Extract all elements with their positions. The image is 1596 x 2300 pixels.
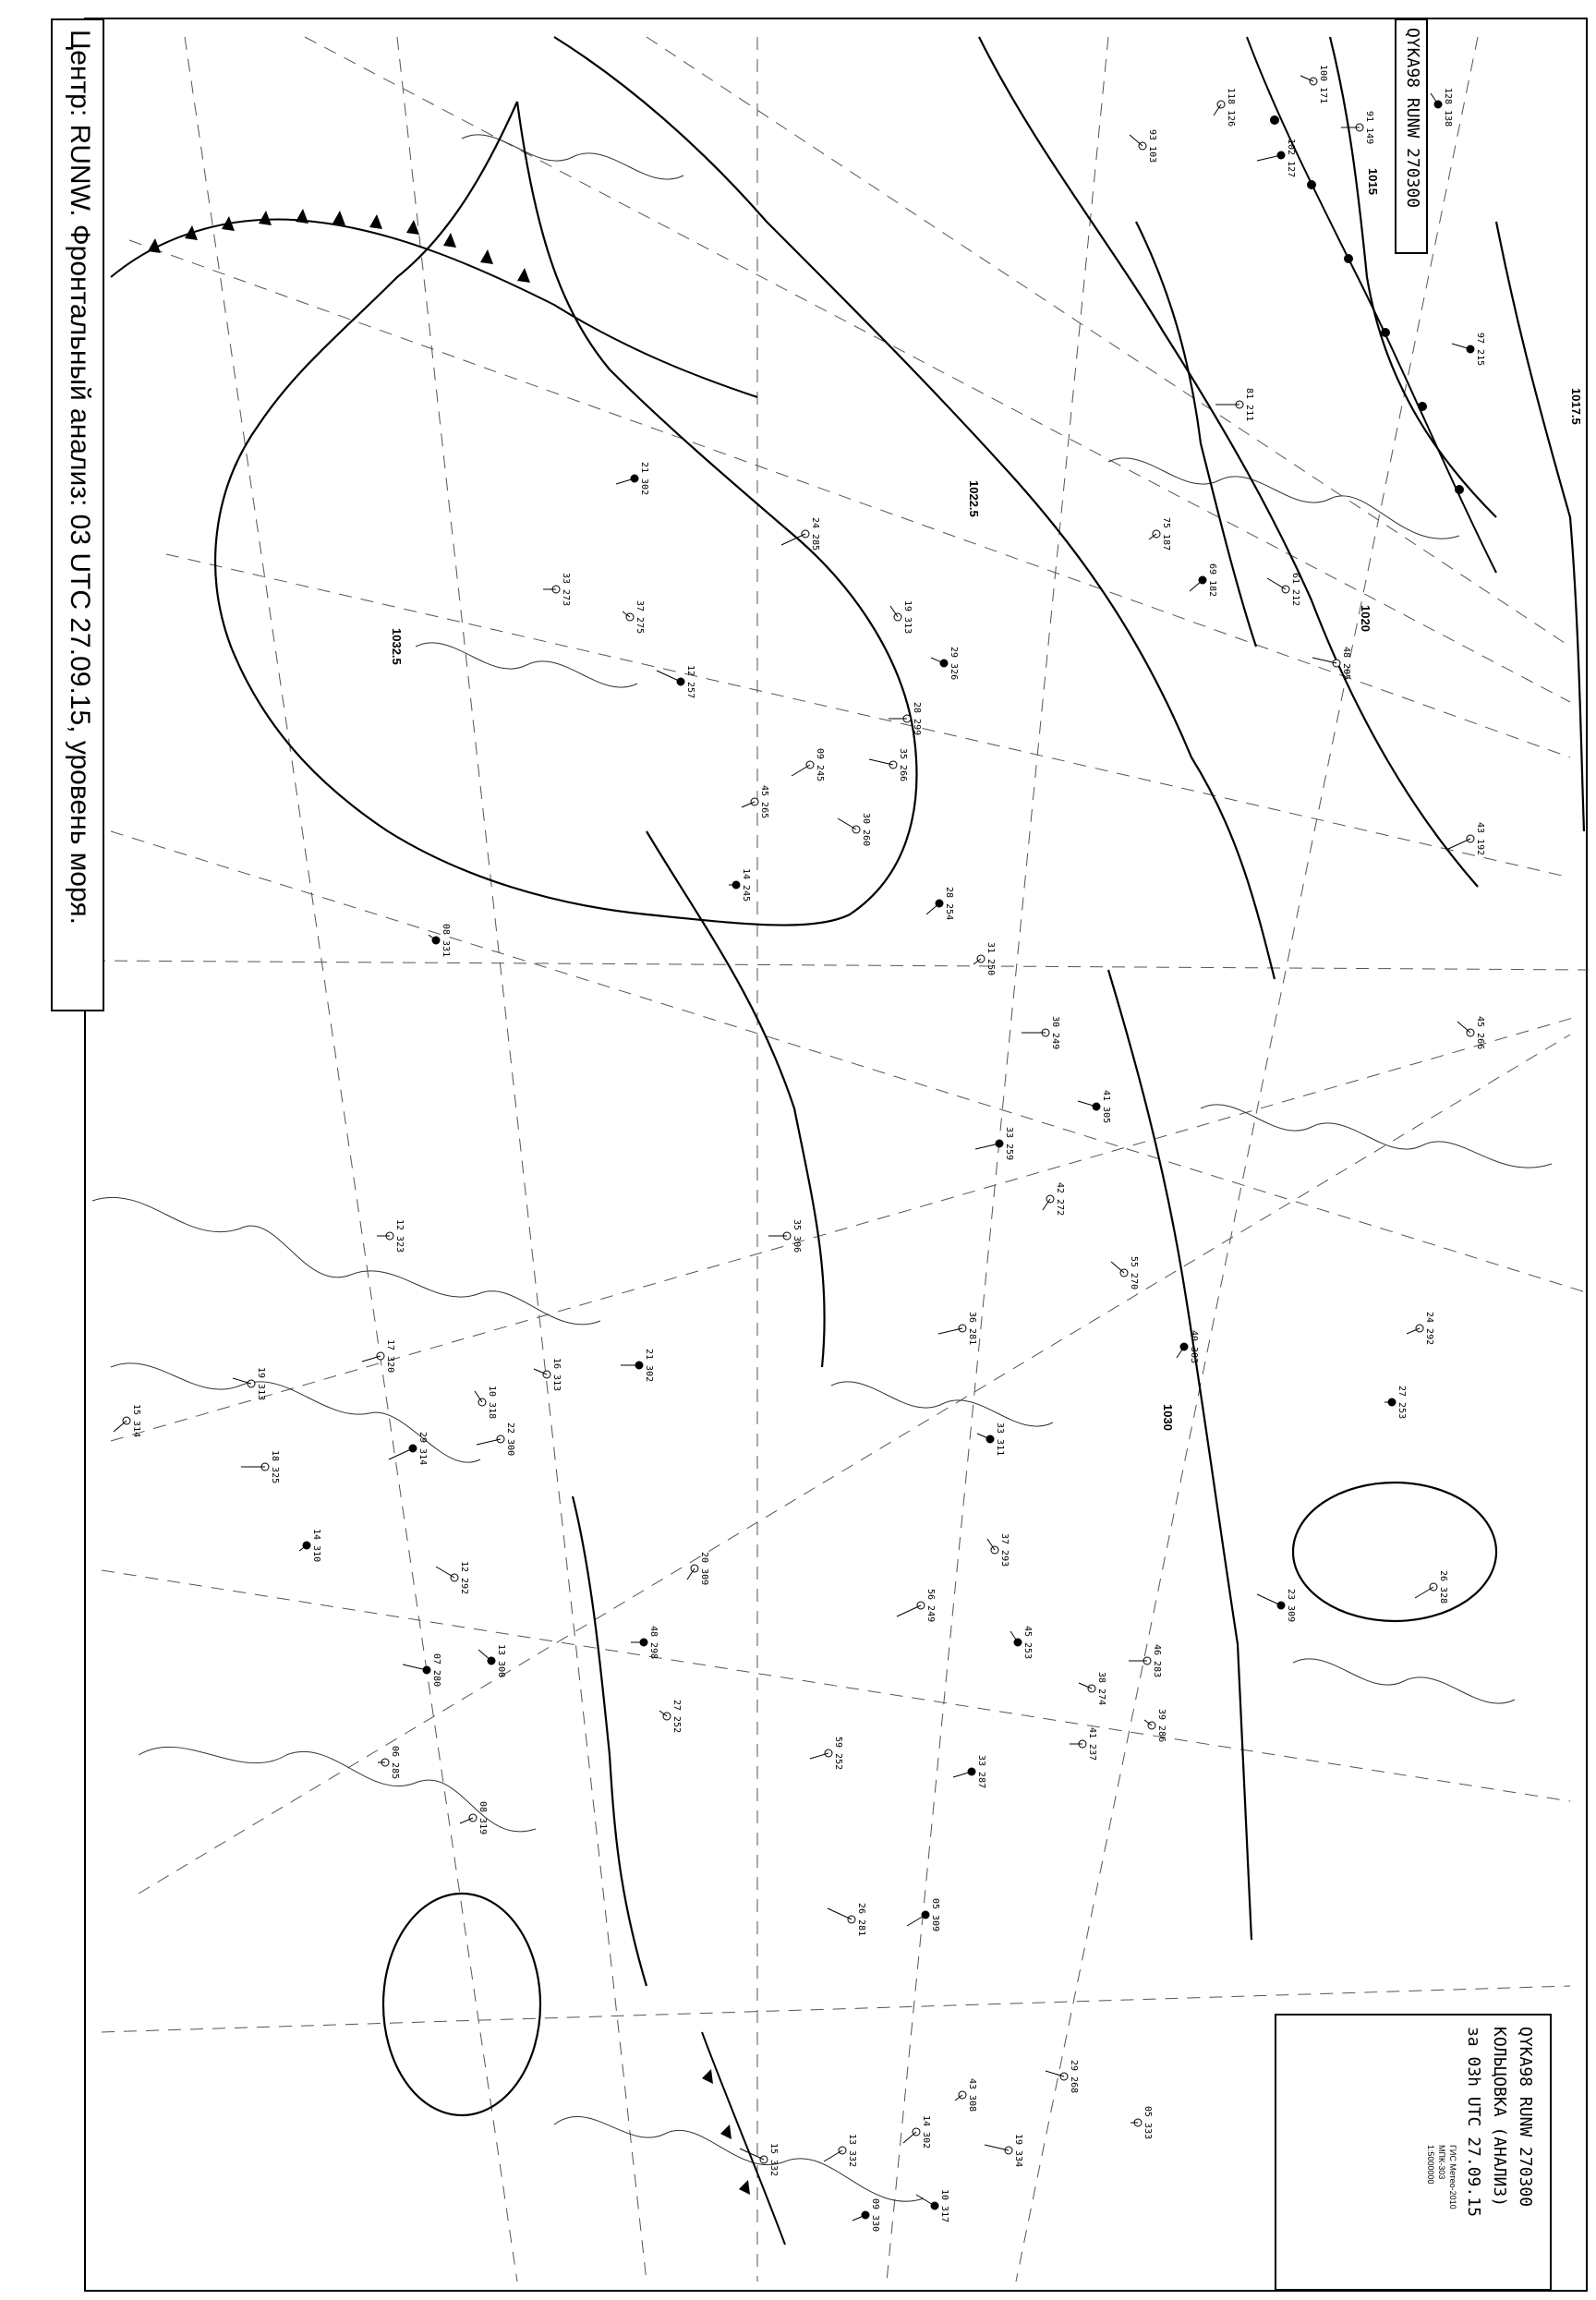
station-label: 30 249 (1050, 1016, 1060, 1050)
station-label: 09 330 (870, 2198, 880, 2233)
station-label: 43 192 (1475, 822, 1485, 856)
station-label: 28 254 (944, 887, 954, 921)
station-label: 37 275 (635, 600, 645, 635)
station-label: 27 252 (671, 1700, 682, 1734)
station-label: 36 281 (967, 1312, 977, 1346)
station-label: 12 257 (685, 665, 695, 699)
station-label: 93 103 (1147, 129, 1157, 163)
station-label: 12 292 (459, 1561, 469, 1595)
station-label: 10 317 (939, 2189, 949, 2223)
station-label: 21 302 (639, 462, 649, 496)
header-code-box (1395, 18, 1428, 254)
station-label: 07 280 (431, 1653, 441, 1688)
station-label: 48 298 (648, 1626, 659, 1660)
station-label: 37 293 (999, 1533, 1010, 1568)
legend-scale: 1:5000000 (1426, 2145, 1435, 2185)
station-label: 29 326 (949, 647, 959, 681)
legend-name: КОЛЬЦОВКА (АНАЛИЗ) (1490, 2027, 1509, 2208)
isobar-label-1020: 1020 (1359, 605, 1372, 632)
station-label: 15 332 (768, 2143, 779, 2177)
station-label: 13 300 (496, 1644, 506, 1678)
station-label: 23 309 (1286, 1589, 1296, 1623)
legend-code: QYKA98 RUNW 270300 (1516, 2027, 1535, 2208)
legend-software: ГИС Метео-2010 (1448, 2145, 1457, 2209)
station-label: 19 313 (256, 1367, 266, 1401)
legend-projection: МПК-303 (1437, 2145, 1446, 2180)
station-label: 21 302 (644, 1349, 654, 1383)
station-label: 14 302 (921, 2115, 931, 2149)
station-label: 43 308 (967, 2078, 977, 2112)
station-label: 29 268 (1069, 2060, 1079, 2094)
station-label: 16 313 (551, 1358, 562, 1392)
station-label: 33 273 (561, 573, 571, 607)
legend-time: за 03h UTC 27.09.15 (1464, 2027, 1483, 2217)
station-label: 06 285 (390, 1746, 400, 1780)
map-frame (85, 18, 1587, 2291)
isobar-label-1030-a: 1030 (1161, 1404, 1175, 1431)
station-label: 05 309 (930, 1898, 940, 1932)
station-label: 91 149 (1364, 111, 1374, 145)
station-label: 13 332 (847, 2134, 857, 2168)
station-label: 22 300 (505, 1422, 515, 1457)
station-label: 31 250 (985, 942, 996, 976)
station-label: 59 252 (833, 1737, 843, 1771)
station-label: 45 265 (759, 785, 769, 819)
station-label: 12 323 (394, 1219, 405, 1253)
isobar-label-1022-5: 1022.5 (967, 480, 981, 517)
station-label: 19 313 (902, 600, 913, 635)
station-label: 20 309 (699, 1552, 709, 1586)
station-label: 29 314 (417, 1432, 428, 1466)
station-label: 41 305 (1101, 1090, 1111, 1124)
station-label: 14 245 (741, 868, 751, 902)
station-label: 128 138 (1443, 88, 1453, 127)
station-label: 27 253 (1396, 1386, 1407, 1420)
isobar-label-1015: 1015 (1366, 168, 1380, 195)
station-label: 100 171 (1318, 65, 1328, 104)
station-label: 19 334 (1013, 2134, 1023, 2168)
station-label: 102 127 (1286, 139, 1296, 178)
station-label: 18 325 (270, 1450, 280, 1484)
station-label: 75 187 (1161, 517, 1171, 551)
station-label: 55 270 (1129, 1256, 1139, 1290)
station-label: 35 306 (792, 1219, 802, 1253)
station-label: 33 287 (976, 1755, 986, 1789)
station-label: 30 260 (861, 813, 871, 847)
station-label: 69 182 (1207, 563, 1217, 598)
header-code: QYKA98 RUNW 270300 (1403, 28, 1422, 209)
station-label: 61 212 (1290, 573, 1300, 607)
station-label: 33 259 (1004, 1127, 1014, 1161)
station-label: 33 311 (995, 1422, 1005, 1457)
isobar-label-1032-5-a: 1032.5 (390, 628, 404, 665)
station-label: 08 331 (441, 924, 451, 958)
station-label: 42 272 (1055, 1182, 1065, 1217)
station-label: 48 205 (1341, 647, 1351, 681)
station-label: 15 314 (131, 1404, 141, 1438)
station-label: 56 249 (925, 1589, 936, 1623)
station-label: 05 333 (1143, 2106, 1153, 2140)
station-label: 14 310 (311, 1529, 321, 1563)
station-label: 81 211 (1244, 388, 1254, 422)
station-label: 40 303 (1189, 1330, 1199, 1364)
station-label: 17 320 (385, 1339, 395, 1374)
station-label: 10 318 (487, 1386, 497, 1420)
station-label: 97 215 (1475, 333, 1485, 367)
station-label: 46 283 (1152, 1644, 1162, 1678)
station-label: 39 286 (1156, 1709, 1167, 1743)
map-title-box (51, 18, 104, 1011)
station-label: 28 299 (912, 702, 922, 736)
station-label: 24 292 (1424, 1312, 1434, 1346)
legend-box (1275, 2014, 1552, 2291)
station-label: 24 285 (810, 517, 820, 551)
station-label: 41 237 (1087, 1727, 1097, 1761)
station-label: 118 126 (1226, 88, 1236, 127)
isobar-label-1017-5: 1017.5 (1569, 388, 1583, 425)
station-label: 08 319 (478, 1801, 488, 1835)
station-label: 45 266 (1475, 1016, 1485, 1050)
station-label: 35 266 (898, 748, 908, 782)
station-label: 26 281 (856, 1903, 866, 1937)
station-label: 45 253 (1022, 1626, 1033, 1660)
station-label: 09 245 (815, 748, 825, 782)
station-label: 38 274 (1096, 1672, 1106, 1706)
station-label: 26 328 (1438, 1570, 1448, 1604)
map-title: Центр: RUNW. Фронтальный анализ: 03 UTC 27.09.15, уровень моря. (65, 30, 95, 925)
